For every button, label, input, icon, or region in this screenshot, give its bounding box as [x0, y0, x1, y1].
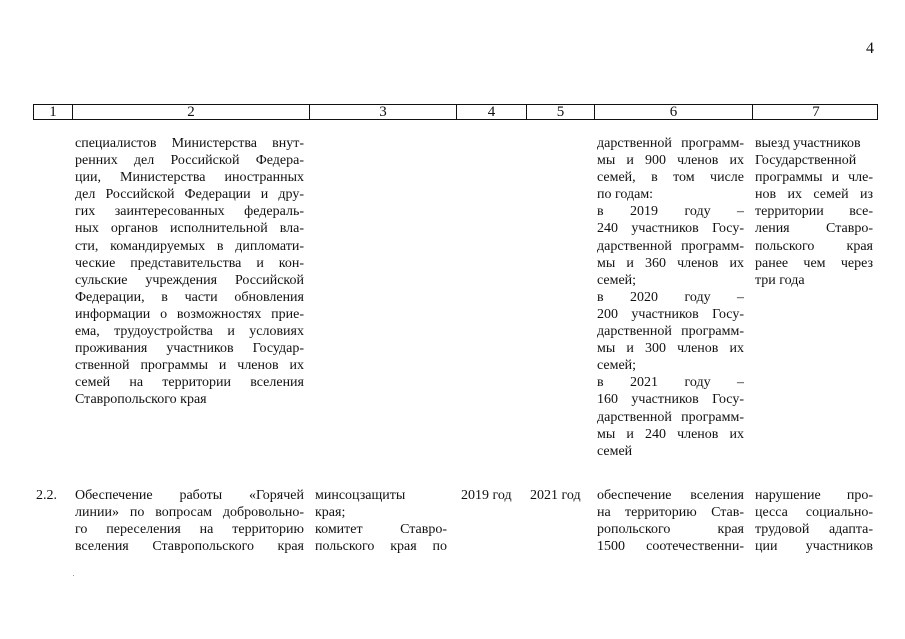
row-2-2-start-year [461, 487, 521, 504]
text-line: сти, командируемых в дипломати- [75, 238, 304, 254]
text-line: на территорию Став- [597, 505, 744, 521]
text-line: по годам: [597, 187, 654, 203]
column-number-header [33, 104, 878, 120]
text-line: ных органов исполнительной вла- [75, 221, 304, 237]
row-2-2-end-year [530, 487, 590, 504]
header-col-2: 2 [72, 105, 309, 119]
text-line: специалистов Министерства внут- [75, 136, 304, 151]
text-line: дарственной программ- [597, 238, 744, 254]
text-line: 200 участников Госу- [597, 306, 744, 322]
text-line: в 2021 году – [597, 375, 744, 391]
text-line: мы и 900 членов их [597, 153, 744, 169]
row-2-2-col2-text [75, 487, 304, 555]
text-line: дарственной программ- [597, 324, 744, 340]
text-line: 1500 соотечественни- [597, 539, 744, 555]
text-line: мы и 240 членов их [597, 426, 744, 442]
text-line: Государственной [755, 153, 857, 169]
text-line: 2021 год [530, 488, 581, 503]
text-line: гих заинтересованных федераль- [75, 204, 304, 220]
text-line: ранее чем через [755, 255, 873, 271]
text-line: программы и чле- [755, 170, 873, 186]
row-2-2-col6-text [597, 487, 744, 555]
text-line: польского края [755, 238, 873, 254]
text-line: Федерации, в части обновления [75, 289, 304, 305]
text-line: ции, Министерства иностранных [75, 170, 304, 186]
text-line: семей; [597, 358, 637, 374]
text-line: в 2020 году – [597, 289, 744, 305]
text-line: края; [315, 505, 346, 521]
text-line: 160 участников Госу- [597, 392, 744, 408]
text-line: вселения Ставропольского края [75, 539, 304, 555]
text-line: нарушение про- [755, 488, 873, 503]
text-line: линии» по вопросам добровольно- [75, 505, 304, 521]
text-line: ропольского края [597, 522, 744, 538]
text-line: цесса социально- [755, 505, 873, 521]
header-col-1: 1 [49, 104, 57, 120]
text-line: выезд участников [755, 136, 861, 151]
text-line: польского края по [315, 539, 447, 555]
text-line: мы и 360 членов их [597, 255, 744, 271]
text-line: обеспечение вселения [597, 488, 744, 503]
text-line: информации о возможностях прие- [75, 306, 304, 322]
text-line: в 2019 году – [597, 204, 744, 220]
text-line: го переселения на территорию [75, 522, 304, 538]
text-line: 2.2. [36, 488, 57, 503]
text-line: проживания участников Государ- [75, 341, 304, 357]
text-line: три года [755, 272, 805, 288]
row-2-2-number [36, 487, 72, 504]
row-2-2-col3-text [315, 487, 447, 555]
row-2-2-col7-text [755, 487, 873, 555]
text-line: 2019 год [461, 488, 512, 503]
text-line: нов их семей из [755, 187, 873, 203]
text-line: территории все- [755, 204, 873, 220]
text-line: семей [597, 443, 633, 459]
row-cont-col2-text [75, 135, 304, 409]
text-line: минсоцзащиты [315, 488, 406, 503]
text-line: мы и 300 членов их [597, 341, 744, 357]
row-cont-col6-text [597, 135, 744, 460]
text-line: дел Российской Федерации и дру- [75, 187, 304, 203]
text-line: семей на территории вселения [75, 375, 304, 391]
text-line: сульские учреждения Российской [75, 272, 304, 288]
text-line: Ставропольского края [75, 392, 207, 408]
text-line: 240 участников Госу- [597, 221, 744, 237]
text-line: ческие представительства и кон- [75, 255, 304, 271]
row-cont-col7-text [755, 135, 873, 289]
text-line: семей; [597, 272, 637, 288]
text-line: ции участников [755, 539, 873, 555]
text-line: ственной программы и членов их [75, 358, 304, 374]
text-line: семей, в том числе [597, 170, 744, 186]
text-line: дарственной программ- [597, 136, 744, 151]
text-line: ема, трудоустройства и условиях [75, 324, 304, 340]
scan-speck [73, 575, 74, 576]
header-col-5: 5 [526, 105, 594, 119]
text-line: трудовой адапта- [755, 522, 873, 538]
header-col-7: 7 [752, 105, 879, 119]
text-line: ренних дел Российской Федера- [75, 153, 304, 169]
page-number: 4 [866, 40, 874, 57]
text-line: комитет Ставро- [315, 522, 447, 538]
header-col-6: 6 [594, 105, 752, 119]
header-col-4: 4 [456, 105, 526, 119]
text-line: Обеспечение работы «Горячей [75, 488, 304, 503]
text-line: ления Ставро- [755, 221, 873, 237]
text-line: дарственной программ- [597, 409, 744, 425]
header-col-3: 3 [309, 105, 456, 119]
